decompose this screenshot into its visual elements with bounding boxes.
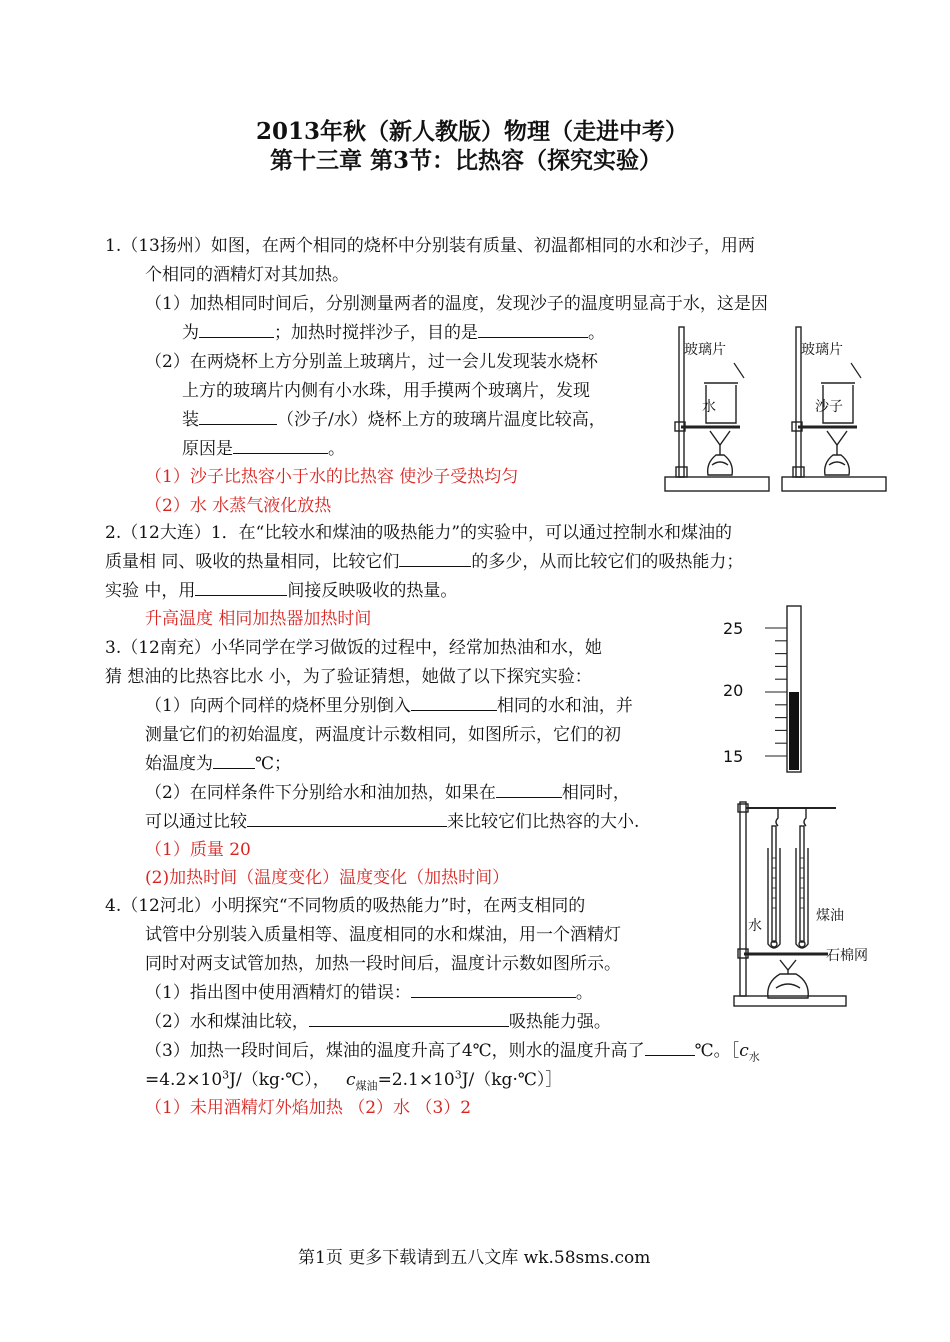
q3-part2-cont [145, 807, 639, 832]
glass-label-left: 玻璃片 [684, 342, 726, 358]
sand-label: 沙子 [815, 399, 843, 415]
answer-blank[interactable] [496, 782, 562, 798]
text: ；加热时搅拌沙子，目的是 [274, 323, 478, 343]
text: 原因是 [182, 439, 233, 459]
q1-part2-cont [182, 434, 345, 459]
q3-stem: 3.（12南充）小华同学在学习做饭的过程中，经常加热油和水，她 [105, 638, 602, 658]
subscript-water: 水 [748, 1050, 760, 1064]
answer-blank[interactable] [213, 753, 255, 769]
page-footer: 第1页 更多下载请到五八文库 wk.58sms.com [298, 1248, 651, 1268]
text: 来比较它们比热容的大小. [447, 812, 640, 832]
q4-stem: 4.（12河北）小明探究“不同物质的吸热能力”时，在两支相同的 [105, 896, 586, 916]
q2-stem: 2.（12大连）1．在“比较水和煤油的吸热能力”的实验中，可以通过控制水和煤油的 [105, 523, 733, 543]
q2-stem-cont [105, 576, 457, 601]
text: 实验 中，用 [105, 581, 196, 601]
q3-part2 [145, 778, 630, 803]
text: 间接反映吸收的热量。 [287, 581, 458, 601]
exponent: 3 [222, 1068, 230, 1082]
tick-label-25: 25 [723, 619, 744, 638]
q1-stem-cont: 个相同的酒精灯对其加热。 [145, 265, 349, 285]
subscript-kerosene: 煤油 [355, 1079, 378, 1093]
q3-part1-cont [145, 749, 291, 774]
q4-stem-cont: 同时对两支试管加热，加热一段时间后，温度计示数如图所示。 [145, 954, 621, 974]
text: （3）加热一段时间后，煤油的温度升高了4℃，则水的温度升高了 [145, 1041, 645, 1061]
text: 。 [328, 439, 345, 459]
q3-stem-cont: 猜 想油的比热容比水 小，为了验证猜想，她做了以下探究实验： [105, 667, 592, 687]
answer-blank[interactable] [199, 322, 274, 338]
text: （1）指出图中使用酒精灯的错误： [145, 983, 411, 1003]
mercury-column [789, 692, 799, 770]
text: （1）向两个同样的烧杯里分别倒入 [145, 696, 411, 716]
q3-answer-1: （1）质量 20 [145, 840, 251, 860]
q2-answer: 升高温度 相同加热器加热时间 [145, 609, 372, 629]
answer-blank[interactable] [478, 322, 588, 338]
thermometer-figure [715, 604, 815, 774]
text: 为 [182, 323, 199, 343]
q4-part1 [145, 978, 593, 1003]
tick-label-20: 20 [723, 681, 744, 700]
answer-blank[interactable] [233, 438, 328, 454]
text: （2）在同样条件下分别给水和油加热，如果在 [145, 783, 496, 803]
answer-blank[interactable] [411, 695, 497, 711]
kerosene-label: 煤油 [816, 908, 844, 924]
text: =4.2×10 [145, 1070, 223, 1090]
q1-answer-1: （1）沙子比热容小于水的比热容 使沙子受热均匀 [145, 467, 519, 487]
text: 吸热能力强。 [508, 1012, 611, 1032]
water-label: 水 [748, 918, 762, 934]
text: J/（kg·℃）， [229, 1070, 330, 1090]
specific-heat-symbol: c [346, 1070, 356, 1090]
q4-part3-cont [145, 1065, 562, 1093]
text: （沙子/水）烧杯上方的玻璃片温度比较高， [277, 410, 606, 430]
answer-blank[interactable] [309, 1011, 509, 1027]
text: ℃； [255, 754, 292, 774]
q4-stem-cont: 试管中分别装入质量相等、温度相同的水和煤油，用一个酒精灯 [145, 925, 621, 945]
q3-part1 [145, 691, 633, 716]
text: =2.1×10 [377, 1070, 455, 1090]
q1-part2-cont: 上方的玻璃片内侧有小水珠，用手摸两个玻璃片，发现 [182, 381, 590, 401]
page-title: 2013年秋（新人教版）物理（走进中考） [256, 118, 689, 145]
exponent: 3 [454, 1068, 462, 1082]
text: 的多少，从而比较它们的吸热能力； [471, 552, 744, 572]
q1-part2-cont [182, 405, 606, 430]
text: 装 [182, 410, 199, 430]
q4-part2 [145, 1007, 611, 1032]
q3-part1-cont: 测量它们的初始温度，两温度计示数相同，如图所示，它们的初 [145, 725, 621, 745]
answer-blank[interactable] [645, 1040, 695, 1056]
q1-part2: （2）在两烧杯上方分别盖上玻璃片，过一会儿发现装水烧杯 [145, 352, 598, 372]
q2-stem-cont [105, 547, 743, 572]
page-subtitle: 第十三章 第3节：比热容（探究实验） [270, 147, 663, 174]
asbestos-gauze-label: 石棉网 [826, 948, 868, 964]
text: 始温度为 [145, 754, 213, 774]
q1-part1: （1）加热相同时间后，分别测量两者的温度，发现沙子的温度明显高于水，这是因 [145, 294, 768, 314]
answer-blank[interactable] [199, 409, 277, 425]
specific-heat-symbol: c [739, 1041, 749, 1061]
q4-part3 [145, 1036, 760, 1064]
q1-stem: 1.（13扬州）如图，在两个相同的烧杯中分别装有质量、初温都相同的水和沙子，用两 [105, 236, 755, 256]
text: 相同的水和油，并 [496, 696, 633, 716]
q1-part1-cont [182, 318, 605, 343]
tick-label-15: 15 [723, 747, 744, 766]
answer-blank[interactable] [195, 580, 287, 596]
q1-answer-2: （2）水 水蒸气液化放热 [145, 496, 332, 516]
text: 。 [588, 323, 605, 343]
beaker-apparatus-figure [662, 323, 892, 495]
answer-blank[interactable] [247, 811, 447, 827]
q4-answer: （1）未用酒精灯外焰加热 （2）水 （3）2 [145, 1098, 472, 1118]
text: J/（kg·℃）］ [461, 1070, 563, 1090]
q3-answer-2: (2)加热时间（温度变化）温度变化（加热时间） [145, 868, 510, 888]
text: 质量相 同、吸收的热量相同，比较它们 [105, 552, 400, 572]
answer-blank[interactable] [399, 551, 471, 567]
text: 可以通过比较 [145, 812, 247, 832]
text: （2）水和煤油比较， [145, 1012, 309, 1032]
text: ℃。［ [694, 1041, 740, 1061]
text: 。 [575, 983, 593, 1003]
answer-blank[interactable] [411, 982, 576, 998]
water-label: 水 [702, 399, 716, 415]
glass-label-right: 玻璃片 [801, 342, 843, 358]
test-tube-apparatus-figure [728, 798, 884, 1010]
text: 相同时， [561, 783, 630, 803]
